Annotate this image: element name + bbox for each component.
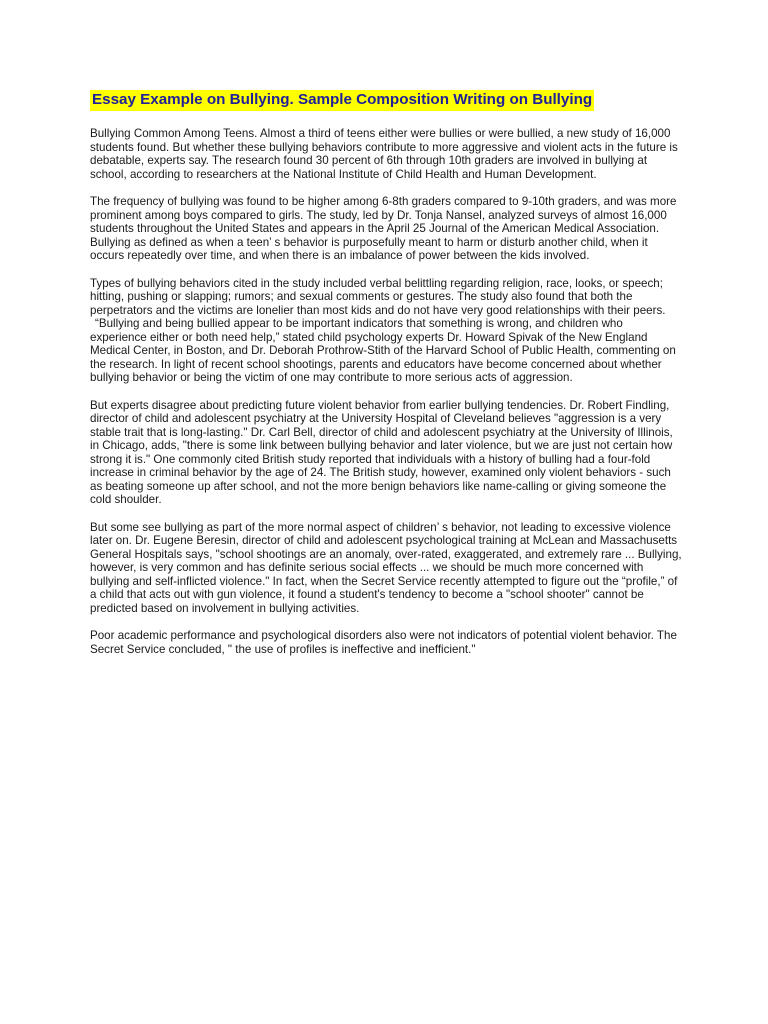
paragraph-experts-disagree: But experts disagree about predicting future violent behavior from earlier bullying tendencies. Dr. Robert Findling, director of child and adolescent psychiatry at the University Hospital of Cleveland believes "aggression is a very stable trait that is long-lasting." Dr. Carl Bell, director of child and adolescent psychiatry at the University of Illinois, in Chicago, adds, "there is some link between bullying behavior and later violence, but we are just not certain how strong it is." One commonly cited British study reported that individuals with a history of bulling had a four-fold increase in criminal behavior by the age of 24. The British study, however, examined only violent behaviors - such as beating someone up after school, and not the more benign behaviors like name-calling or giving someone the cold shoulder. (90, 398, 673, 506)
paragraph-frequency: The frequency of bullying was found to be higher among 6-8th graders compared to 9-10th graders, and was more prominent among boys compared to girls. The study, led by Dr. Tonja Nansel, analyzed surveys of almost 16,000 students throughout the United States and appears in the April 25 Journal of the American Medical Association. Bullying as defined as when a teen’ s behavior is purposefully meant to harm or disturb another child, when it occurs repeatedly over time, and when there is an imbalance of power between the kids involved. (90, 195, 677, 262)
document-title: Essay Example on Bullying. Sample Composition Writing on Bullying (90, 90, 594, 111)
paragraph-intro: Bullying Common Among Teens. Almost a third of teens either were bullies or were bullied, a new study of 16,000 students found. But whether these bullying behaviors contribute to more aggressive and violent acts in the future is debatable, experts say. The research found 30 percent of 6th through 10th graders are involved in bullying at school, according to researchers at the National Institute of Child Health and Human Development. (90, 127, 678, 181)
document-page (90, 90, 682, 670)
paragraph-conclusion: Poor academic performance and psychological disorders also were not indicators of potential violent behavior. The Secret Service concluded, " the use of profiles is ineffective and inefficient." (90, 629, 677, 656)
paragraph-quote: “Bullying and being bullied appear to be important indicators that something is wrong, and children who experience either or both need help,” stated child psychology experts Dr. Howard Spivak of the New England Medical Center, in Boston, and Dr. Deborah Prothrow-Stith of the Harvard School of Public Health, commenting on the research. In light of recent school shootings, parents and educators have become concerned about whether bullying behavior or being the victim of one may contribute to more serious acts of aggression. (90, 317, 676, 384)
paragraph-types: Types of bullying behaviors cited in the study included verbal belittling regarding religion, race, looks, or speech; hitting, pushing or slapping; rumors; and sexual comments or gestures. The study also found that both the perpetrators and the victims are lonelier than most kids and do not have very good relationships with their peers. (90, 276, 666, 317)
paragraph-normal-aspect: But some see bullying as part of the more normal aspect of children’ s behavior, not leading to excessive violence later on. Dr. Eugene Beresin, director of child and adolescent psychological training at McLean and Massachusetts General Hospitals says, "school shootings are an anomaly, over-rated, exaggerated, and extremely rare ... Bullying, however, is very common and has definite serious social effects ... we should be much more concerned with bullying and self-inflicted violence." In fact, when the Secret Service recently attempted to figure out the “profile,” of a child that acts out with gun violence, it found a student's tendency to become a "school shooter" cannot be predicted based on involvement in bullying activities. (90, 520, 682, 615)
